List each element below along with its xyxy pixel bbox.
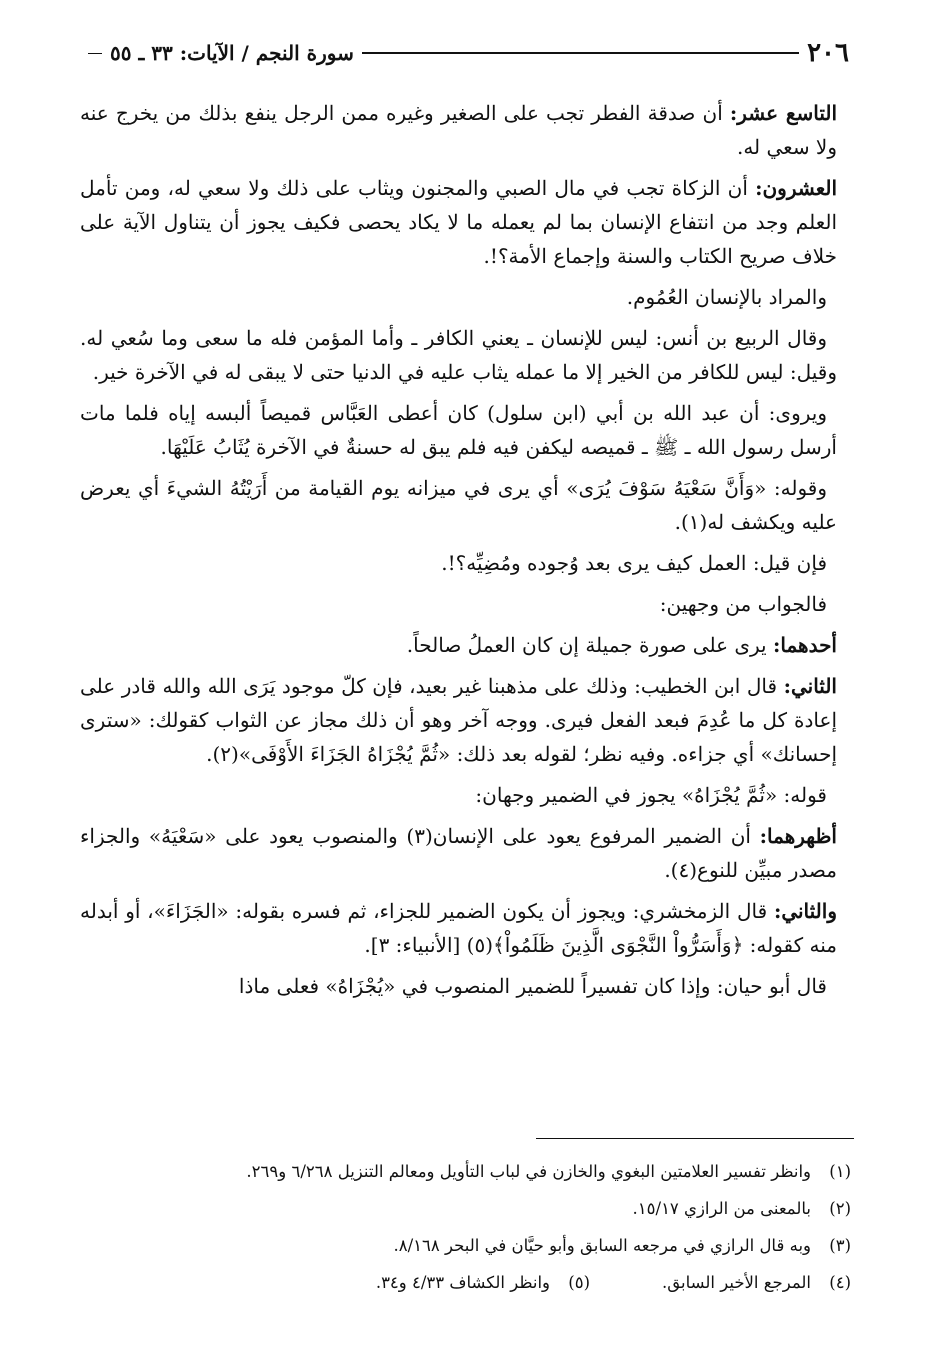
paragraph xyxy=(80,669,837,771)
paragraph-text: أن الزكاة تجب في مال الصبي والمجنون ويثاب على ذلك ولا سعي له، ومن تأمل العلم وجد من انتفاع الإنسان بما لم يعمله ما لا يكاد يحصى فكيف يجوز أن يتناول الآية على خلاف صريح الكتاب والسنة وإجماع الأمة؟!. xyxy=(80,176,837,268)
paragraph-text: قال ابن الخطيب: وذلك على مذهبنا غير بعيد، فإن كلّ موجود يَرَى الله والله قادر على إعادة كل ما عُدِمَ فبعد الفعل فيرى. ووجه آخر وهو أن ذلك مجاز عن الثواب كقولك: «سترى إحسانك» أي جزاءه. وفيه نظر؛ لقوله بعد ذلك: «ثُمَّ يُجْزَاهُ الجَزَاءَ الأَوْفَى»(٢). xyxy=(80,674,837,766)
paragraph-text: فإن قيل: العمل كيف يرى بعد وُجوده ومُضِيِّه؟!. xyxy=(441,551,827,575)
footnote-number: (١) xyxy=(829,1162,851,1181)
paragraph-lead: التاسع عشر: xyxy=(729,101,838,125)
footnote-text: وانظر الكشاف ٤/٣٣ و٣٤. xyxy=(375,1273,551,1292)
paragraph-lead: العشرون: xyxy=(755,176,837,200)
header-rule-short xyxy=(88,53,102,54)
paragraph-text: قوله: «ثُمَّ يُجْزَاهُ» يجوز في الضمير وجهان: xyxy=(475,783,827,807)
paragraph-text: ويروى: أن عبد الله بن أبي (ابن سلول) كان أعطى العَبَّاس قميصاً ألبسه إياه فلما مات أرسل رسول الله ـ ﷺ ـ قميصه ليكفن فيه فلم يبق له حسنةٌ في الآخرة يُثَابُ عَلَيْهَا. xyxy=(80,401,837,459)
footnote-row xyxy=(80,1264,851,1301)
paragraph-lead: أحدهما: xyxy=(772,633,837,657)
footnote xyxy=(80,1153,851,1190)
footnote-number: (٢) xyxy=(829,1199,851,1218)
paragraph xyxy=(80,546,837,580)
footnote xyxy=(80,1190,851,1227)
paragraph-text: وقوله: «وَأَنَّ سَعْيَهُ سَوْفَ يُرَى» أي يرى في ميزانه يوم القيامة من أَرَيْتُهُ الشيءَ أي يعرض عليه ويكشف له(١). xyxy=(80,476,837,534)
main-text xyxy=(80,96,837,1010)
footnote-text: وانظر تفسير العلامتين البغوي والخازن في لباب التأويل ومعالم التنزيل ٦/٢٦٨ و٢٦٩. xyxy=(246,1162,811,1181)
paragraph xyxy=(80,894,837,962)
paragraph-text: قال أبو حيان: وإذا كان تفسيراً للضمير المنصوب في «يُجْزَاهُ» فعلى ماذا xyxy=(238,974,827,998)
footnote-number: (٤) xyxy=(829,1273,851,1292)
footnote xyxy=(80,1227,851,1264)
footnote-text: المرجع الأخير السابق. xyxy=(662,1273,811,1292)
paragraph xyxy=(80,628,837,662)
page-header xyxy=(80,28,849,78)
paragraph xyxy=(80,396,837,464)
paragraph xyxy=(80,321,837,389)
paragraph-text: وقال الربيع بن أنس: ليس للإنسان ـ يعني الكافر ـ وأما المؤمن فله ما سعى وما سُعي له. وقيل: ليس للكافر من الخير إلا ما عمله يثاب عليه في الدنيا حتى لا يبقى له في الآخرة خير. xyxy=(80,326,837,384)
paragraph-text: فالجواب من وجهين: xyxy=(659,592,827,616)
paragraph xyxy=(80,471,837,539)
paragraph-lead: الثاني: xyxy=(783,674,837,698)
paragraph xyxy=(80,778,837,812)
paragraph-lead: أظهرهما: xyxy=(759,824,837,848)
paragraph-text: والمراد بالإنسان العُمُوم. xyxy=(626,285,827,309)
footnote-separator xyxy=(536,1138,854,1139)
footnotes xyxy=(80,1153,851,1301)
footnote-text: وبه قال الرازي في مرجعه السابق وأبو حيَّان في البحر ٨/١٦٨. xyxy=(393,1236,811,1255)
footnote xyxy=(376,1264,590,1301)
page-number: ٢٠٦ xyxy=(807,38,849,68)
paragraph xyxy=(80,171,837,273)
paragraph-text: قال الزمخشري: ويجوز أن يكون الضمير للجزاء، ثم فسره بقوله: «الجَزَاءَ»، أو أبدله منه كقوله: ﴿وَأَسَرُّواْ النَّجْوَى الَّذِينَ ظَلَمُواْ﴾(٥) [الأنبياء: ٣]. xyxy=(80,899,837,957)
paragraph xyxy=(80,280,837,314)
running-title: سورة النجم / الآيات: ٣٣ ـ ٥٥ xyxy=(110,41,354,65)
paragraph xyxy=(80,819,837,887)
paragraph-text: أن صدقة الفطر تجب على الصغير وغيره ممن الرجل ينفع بذلك من يخرج عنه ولا سعي له. xyxy=(80,101,837,159)
paragraph xyxy=(80,587,837,621)
footnote xyxy=(662,1264,851,1301)
paragraph xyxy=(80,969,837,1003)
paragraph-text: أن الضمير المرفوع يعود على الإنسان(٣) والمنصوب يعود على «سَعْيَهُ» والجزاء مصدر مبيِّن للنوع(٤). xyxy=(80,824,837,882)
footnote-text: بالمعنى من الرازي ١٥/١٧. xyxy=(632,1199,811,1218)
footnote-number: (٥) xyxy=(568,1273,591,1292)
paragraph-text: يرى على صورة جميلة إن كان العملُ صالحاً. xyxy=(406,633,773,657)
paragraph-lead: والثاني: xyxy=(773,899,837,923)
header-rule xyxy=(362,52,799,54)
paragraph xyxy=(80,96,837,164)
footnote-number: (٣) xyxy=(829,1236,851,1255)
